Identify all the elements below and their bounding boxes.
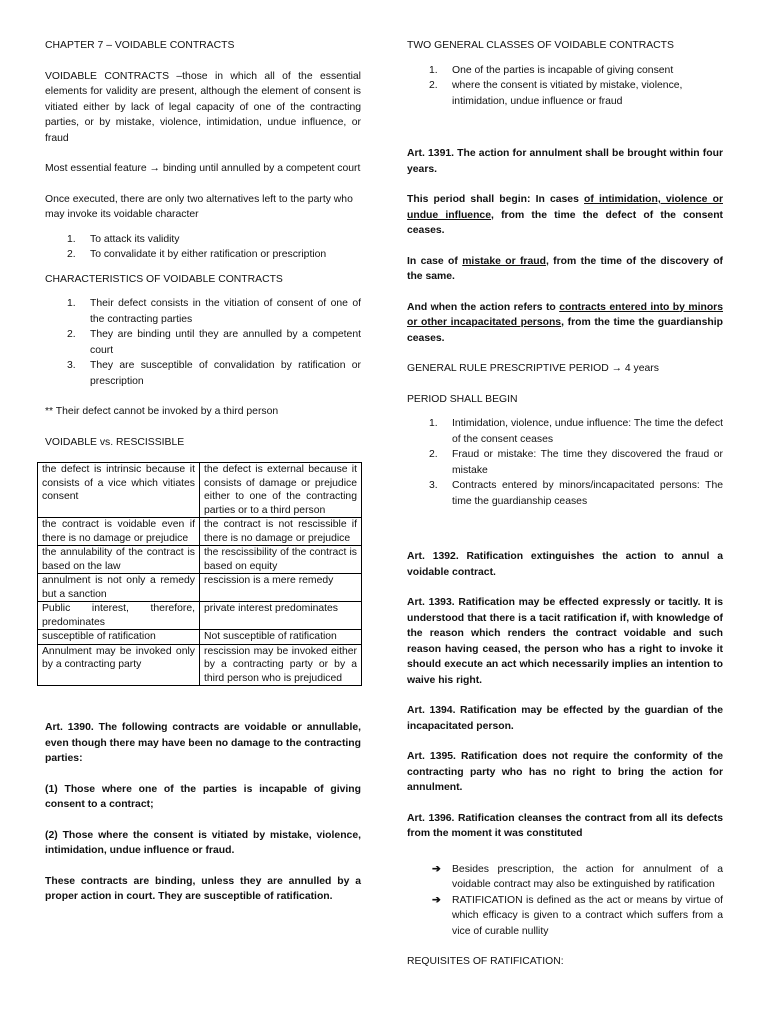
voidable-cell: Public interest, therefore, predominates xyxy=(38,602,200,630)
art-1395: Art. 1395. Ratification does not require the conformity of the contracting party who has no right to bring the action for annulment. xyxy=(407,751,723,793)
list-item: 2. To convalidate it by either ratification or prescription xyxy=(67,249,327,260)
art-1391-minors: And when the action refers to contracts entered into by minors or other incapacitated persons, from the time the guardianship ceases. xyxy=(407,301,724,344)
third-person-note: ** Their defect cannot be invoked by a third person xyxy=(45,406,279,417)
art-1391-mistake: In case of mistake or fraud, from the time of the discovery of the same. xyxy=(407,255,723,282)
list-item: 2. where the consent is vitiated by mistake, violence, intimidation, undue influence or fraud xyxy=(429,80,683,107)
list-item: 3. They are susceptible of convalidation by ratification or prescription xyxy=(67,360,361,387)
list-item: 2. They are binding until they are annulled by a competent court xyxy=(67,329,361,356)
rescissible-cell: the defect is external because it consists of damage or prejudice either to one of the contracting parties or to a third person xyxy=(200,463,362,518)
art-1396: Art. 1396. Ratification cleanses the contract from all its defects from the moment it was constituted xyxy=(407,812,723,839)
voidable-cell: the contract is voidable even if there is no damage or prejudice xyxy=(38,518,200,546)
table-row xyxy=(38,546,362,574)
art-1390-item-1: (1) Those where one of the parties is incapable of giving consent to a contract; xyxy=(45,783,361,810)
voidable-cell: susceptible of ratification xyxy=(38,630,200,645)
arrow-icon: ➔ xyxy=(432,863,441,875)
list-item: ➔ Besides prescription, the action for annulment of a voidable contract may also be extinguished by ratification xyxy=(432,863,723,890)
table-row xyxy=(38,630,362,645)
voidable-cell: the defect is intrinsic because it consists of a vice which vitiates consent xyxy=(38,463,200,518)
art-1393: Art. 1393. Ratification may be effected expressly or tacitly. It is understood that there is a tacit ratification if, with knowledge of the reason which renders the contract voidable and such reason having ceased, the person who has a right to invoke it should execute an act which necessarily implies an intention to waive his right. xyxy=(407,597,723,686)
voidable-cell: annulment is not only a remedy but a sanction xyxy=(38,574,200,602)
rescissible-cell: Not susceptible of ratification xyxy=(200,630,362,645)
voidable-cell: Annulment may be invoked only by a contracting party xyxy=(38,644,200,686)
classes-heading: TWO GENERAL CLASSES OF VOIDABLE CONTRACTS xyxy=(407,40,674,51)
art-1394: Art. 1394. Ratification may be effected by the guardian of the incapacitated person. xyxy=(407,705,723,732)
rescissible-cell: rescission is a mere remedy xyxy=(200,574,362,602)
art-1390-closing: These contracts are binding, unless they are annulled by a proper action in court. They are susceptible of ratification. xyxy=(45,875,361,902)
voidable-definition: VOIDABLE CONTRACTS –those in which all of the essential elements for validity are present, although the element of consent is vitiated either by lack of legal capacity of one of the contracting parties, or by mistake, violence, intimidation, undue influence, or fraud xyxy=(45,70,361,144)
list-item: ➔ RATIFICATION is defined as the act or means by virtue of which efficacy is given to a contract which suffers from a vice of curable nullity xyxy=(432,894,723,937)
rescissible-cell: the contract is not rescissible if there is no damage or prejudice xyxy=(200,518,362,546)
ratification-notes xyxy=(407,862,723,940)
art-1391-period: This period shall begin: In cases of intimidation, violence or undue influence, from the time the defect of the consent ceases. xyxy=(407,194,723,236)
table-row xyxy=(38,574,362,602)
rescissible-cell: the rescissibility of the contract is based on equity xyxy=(200,546,362,574)
comparison-table xyxy=(37,462,362,686)
rescissible-cell: rescission may be invoked either by a contracting party or by a third person who is prejudiced xyxy=(200,644,362,686)
art-1390: Art. 1390. The following contracts are voidable or annullable, even though there may have been no damage to the contracting parties: xyxy=(45,722,361,764)
once-executed-text: Once executed, there are only two alternatives left to the party who may invoke its voidable character xyxy=(45,193,353,220)
chapter-title: CHAPTER 7 – VOIDABLE CONTRACTS xyxy=(45,40,235,51)
essential-feature: Most essential feature → binding until annulled by a competent court xyxy=(45,163,361,174)
vs-heading: VOIDABLE vs. RESCISSIBLE xyxy=(45,436,185,448)
left-column xyxy=(42,38,361,905)
general-rule: GENERAL RULE PRESCRIPTIVE PERIOD → 4 years xyxy=(407,363,659,374)
period-list xyxy=(407,416,723,509)
art-1391: Art. 1391. The action for annulment shall be brought within four years. xyxy=(407,148,723,175)
list-item: 1. To attack its validity xyxy=(67,233,180,245)
classes-list xyxy=(407,63,723,110)
rescissible-cell: private interest predominates xyxy=(200,602,362,630)
list-item: 1. Their defect consists in the vitiation of consent of one of the contracting parties xyxy=(67,298,361,325)
list-item: 2. Fraud or mistake: The time they discovered the fraud or mistake xyxy=(429,449,723,476)
list-item: 3. Contracts entered by minors/incapacitated persons: The time the guardianship ceases xyxy=(429,480,723,507)
list-item: 1. Intimidation, violence, undue influence: The time the defect of the consent ceases xyxy=(429,418,723,445)
arrow-icon: ➔ xyxy=(432,894,441,906)
table-row xyxy=(38,463,362,518)
art-1392: Art. 1392. Ratification extinguishes the action to annul a voidable contract. xyxy=(407,551,723,578)
voidable-cell: the annulability of the contract is based on the law xyxy=(38,546,200,574)
period-heading: PERIOD SHALL BEGIN xyxy=(407,393,518,405)
characteristics-heading: CHARACTERISTICS OF VOIDABLE CONTRACTS xyxy=(45,273,283,285)
table-row xyxy=(38,602,362,630)
characteristics-list xyxy=(45,296,361,389)
requisites-heading: REQUISITES OF RATIFICATION: xyxy=(407,956,564,967)
art-1390-item-2: (2) Those where the consent is vitiated by mistake, violence, intimidation, undue influence or fraud. xyxy=(45,829,361,856)
list-item: 1. One of the parties is incapable of giving consent xyxy=(429,64,674,76)
right-column xyxy=(407,38,723,970)
alternatives-list xyxy=(45,232,361,263)
table-row xyxy=(38,518,362,546)
table-row xyxy=(38,644,362,686)
